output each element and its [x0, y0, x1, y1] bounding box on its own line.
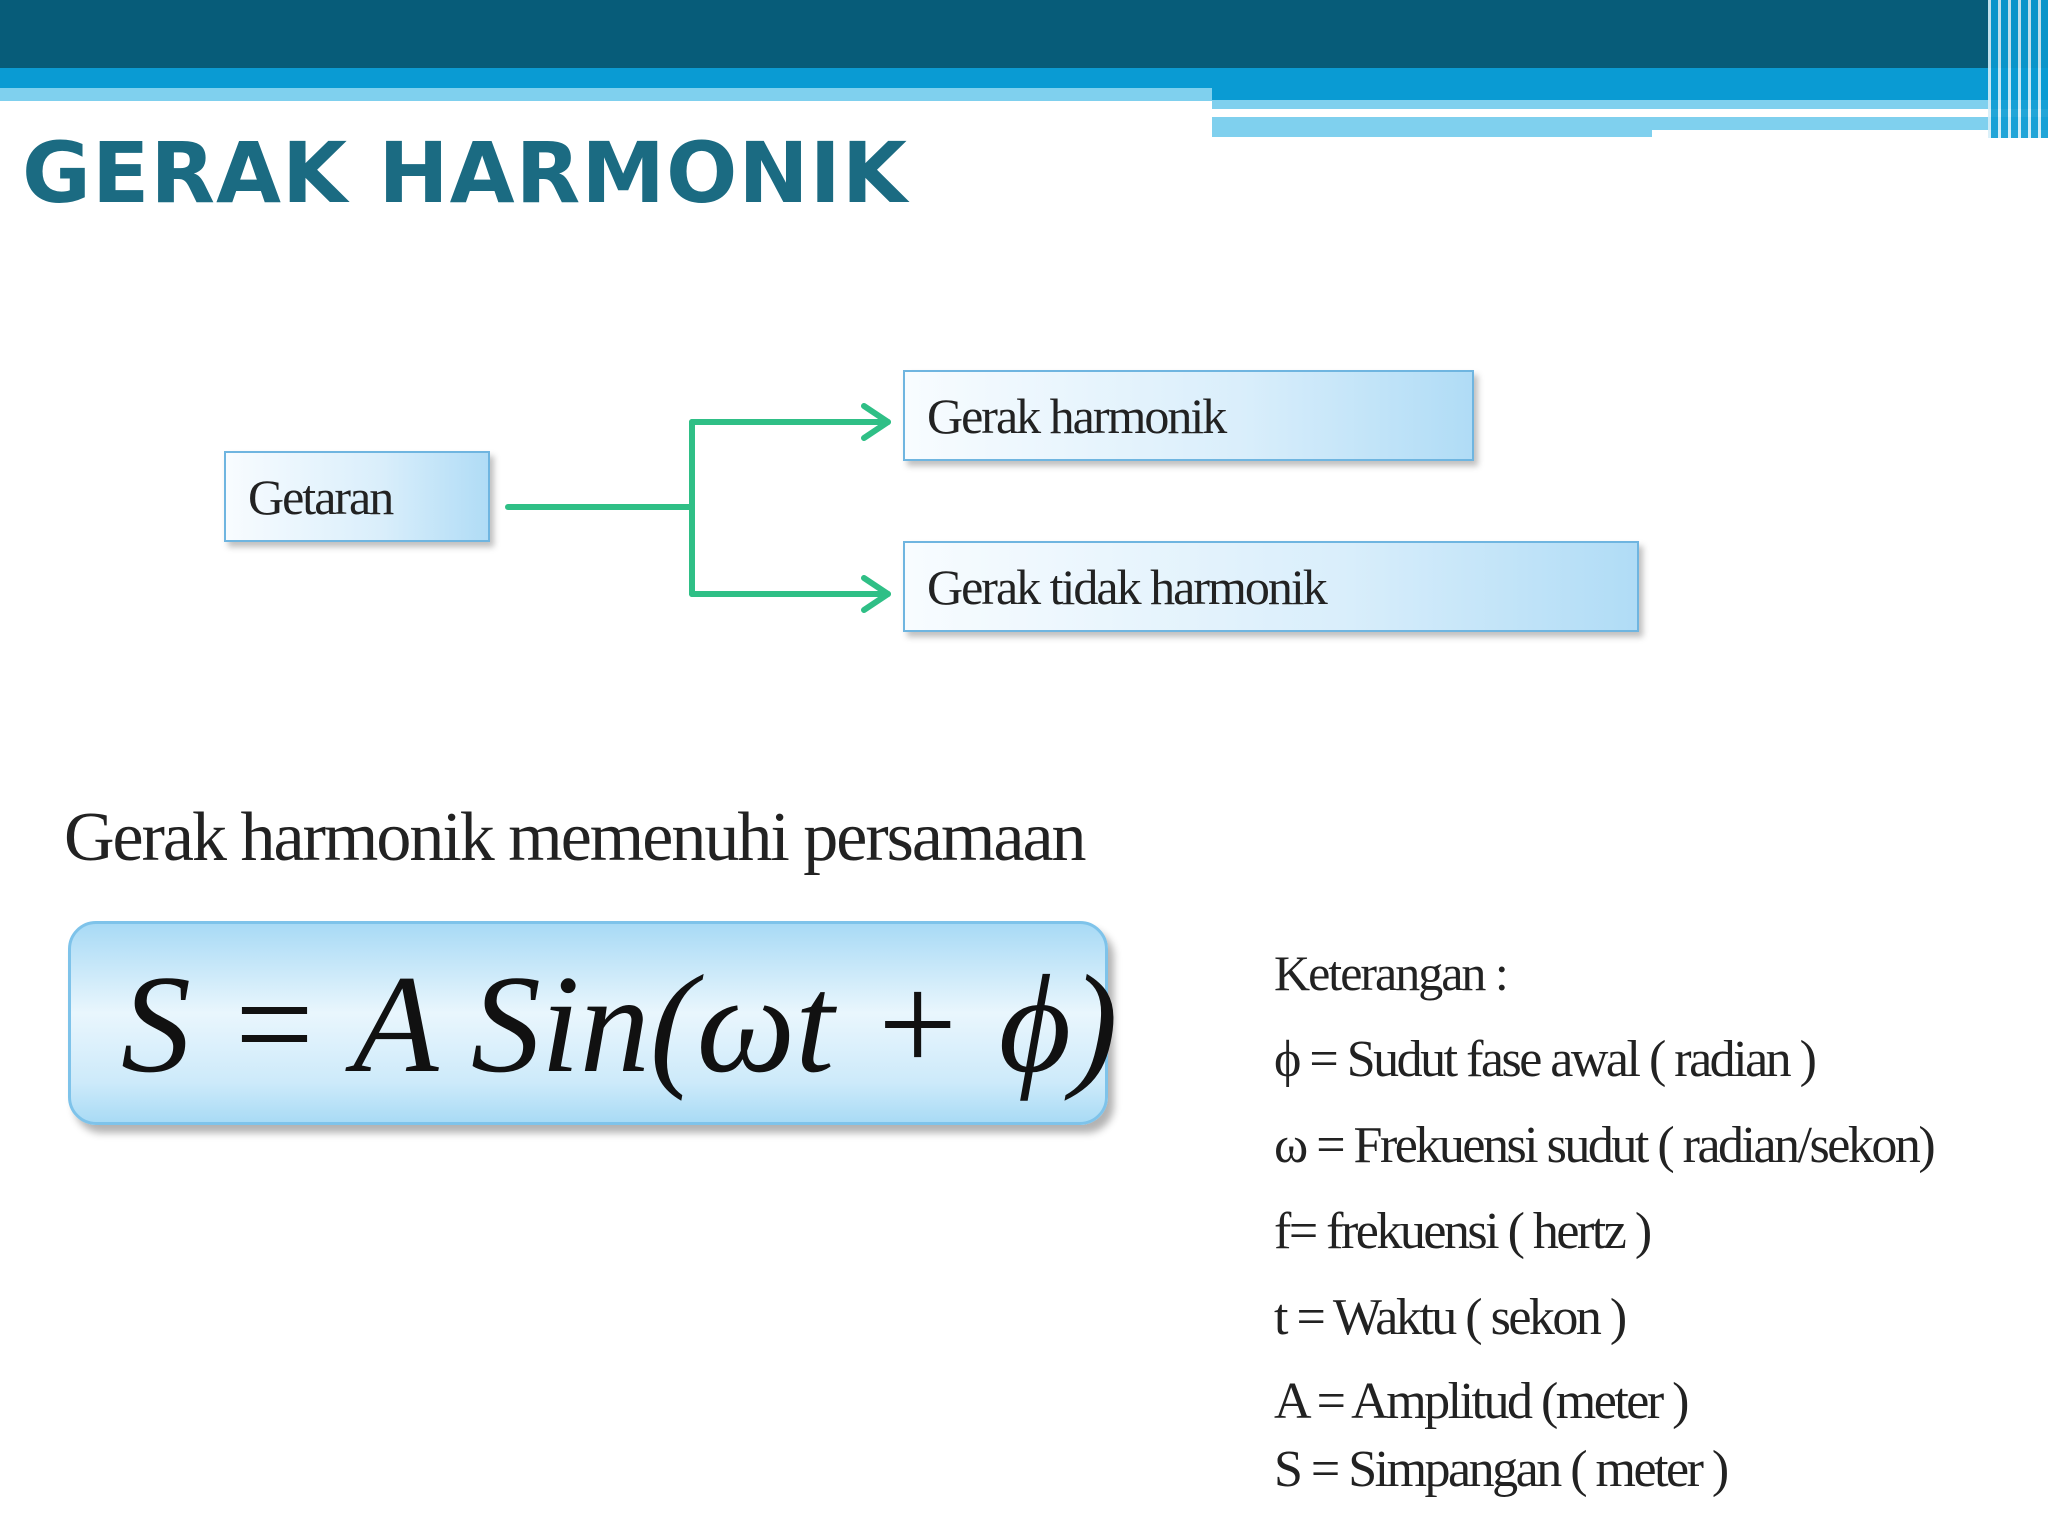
slide-title: GERAK HARMONIK: [22, 124, 908, 222]
branch-node-harmonik: [903, 370, 1474, 461]
branch-node-tidak-harmonik: [903, 541, 1639, 632]
equation-intro: Gerak harmonik memenuhi persamaan: [64, 799, 1085, 876]
branch-node-label: Gerak harmonik: [927, 387, 1226, 444]
legend-title: Keterangan :: [1274, 945, 1507, 1001]
legend-item-amplitude: A = Amplitud (meter ): [1274, 1373, 1687, 1430]
root-node-label: Getaran: [248, 468, 393, 525]
legend-item-phi: ϕ = Sudut fase awal ( radian ): [1274, 1031, 1815, 1088]
legend-item-time: t = Waktu ( sekon ): [1274, 1289, 1625, 1346]
legend-item-omega: ω = Frekuensi sudut ( radian/sekon): [1274, 1117, 1934, 1174]
root-node: [224, 451, 490, 542]
formula-box: [68, 921, 1118, 1125]
legend-item-displacement: S = Simpangan ( meter ): [1274, 1441, 1727, 1498]
harmonic-equation: S = A Sin(ωt + ϕ): [121, 946, 1118, 1102]
branch-node-label: Gerak tidak harmonik: [927, 558, 1326, 615]
legend-item-frequency: f= frekuensi ( hertz ): [1274, 1203, 1650, 1260]
